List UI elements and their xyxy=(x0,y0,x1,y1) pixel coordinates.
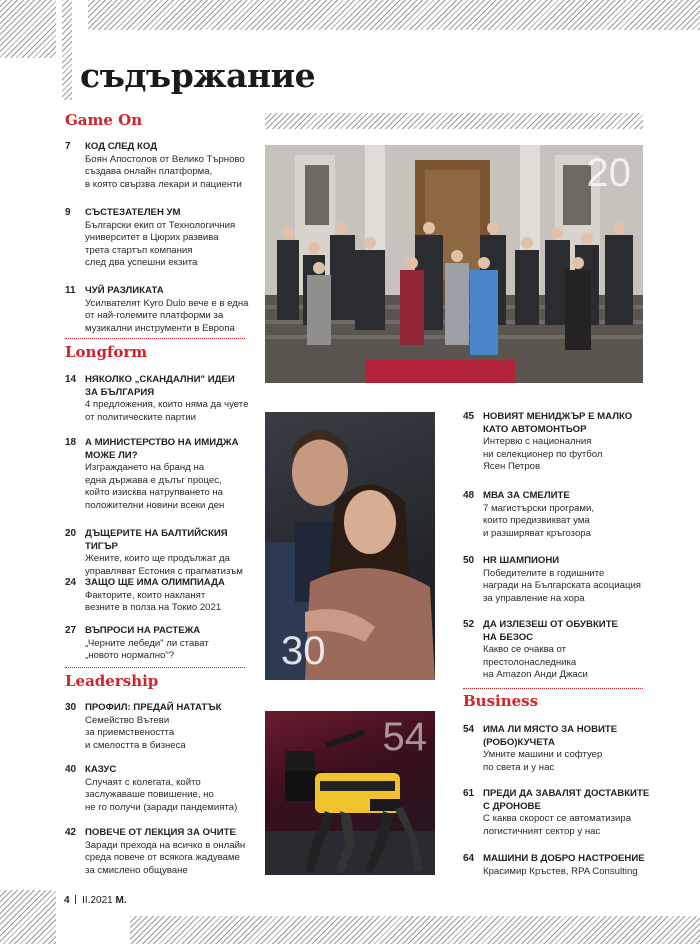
item-desc-line: С каква скорост се автоматизира xyxy=(483,813,632,825)
footer-issue: II.2021 xyxy=(82,895,113,906)
item-heading: ДЪЩЕРИТЕ НА БАЛТИЙСКИЯ ТИГЪР xyxy=(85,528,228,552)
toc-item-50[interactable] xyxy=(463,555,668,605)
item-heading-line2: КАТО АВТОМОНТЬОР xyxy=(483,423,587,435)
page-number: 14 xyxy=(65,374,77,385)
item-desc-line: положителни новини всеки ден xyxy=(85,499,225,511)
item-heading: МВА ЗА СМЕЛИТЕ xyxy=(483,490,570,501)
section-divider xyxy=(65,667,245,668)
item-heading: МАШИНИ В ДОБРО НАСТРОЕНИЕ xyxy=(483,853,645,864)
toc-item-11[interactable] xyxy=(65,285,255,335)
item-heading: ПОВЕЧЕ ОТ ЛЕКЦИЯ ЗА ОЧИТЕ xyxy=(85,827,236,838)
item-desc-line: „Черните лебеди" ли стават xyxy=(85,637,209,649)
page-number: 18 xyxy=(65,437,77,448)
item-desc-line: който изисква натрупването на xyxy=(85,487,223,499)
toc-item-61[interactable] xyxy=(463,788,673,838)
page-number: 42 xyxy=(65,827,77,838)
item-desc-line: Победителите в годишните xyxy=(483,567,605,579)
item-heading: А МИНИСТЕРСТВО НА ИМИДЖА xyxy=(85,437,239,448)
item-desc-line: Умните машини и софтуер xyxy=(483,749,603,761)
item-desc-line: създава онлайн платформа, xyxy=(85,166,213,178)
item-desc-line: музикални инструменти в Европа xyxy=(85,322,235,334)
page-number: 24 xyxy=(65,577,77,588)
item-desc-line: от най-големите платформи за xyxy=(85,310,224,322)
item-desc-line: за управление на хора xyxy=(483,592,585,604)
item-desc-line: награди на Българската асоциация xyxy=(483,580,642,592)
item-desc-line: по света и у нас xyxy=(483,761,555,773)
item-desc-line: които предизвикват ума xyxy=(483,515,590,527)
section-divider xyxy=(65,338,245,339)
photo-couple[interactable] xyxy=(265,412,435,680)
item-heading: ЧУЙ РАЗЛИКАТА xyxy=(85,285,164,296)
toc-item-20[interactable] xyxy=(65,528,260,578)
toc-item-7[interactable] xyxy=(65,141,255,191)
item-desc-line: за смислено общуване xyxy=(85,864,188,876)
item-desc-line: Изграждането на бранд на xyxy=(85,462,205,474)
item-desc-line: Какво се очаква от xyxy=(483,644,567,656)
toc-item-64[interactable] xyxy=(463,853,673,878)
item-desc-line: престолонаследника xyxy=(483,656,577,668)
item-desc-line: на Amazon Анди Джаси xyxy=(483,669,588,681)
section-game-on: Game On xyxy=(65,111,143,129)
item-heading-line2: ЗА БЪЛГАРИЯ xyxy=(85,386,155,398)
page-title: съдържание xyxy=(80,56,316,95)
item-desc-line: университет в Цюрих развива xyxy=(85,232,219,244)
item-desc-line: Факторите, които накланят xyxy=(85,589,206,601)
section-leadership: Leadership xyxy=(65,672,159,690)
toc-item-52[interactable] xyxy=(463,619,663,682)
page-number: 54 xyxy=(463,724,475,735)
item-desc-line: Заради прехода на всичко в онлайн xyxy=(85,839,246,851)
item-desc-line: трета стартъп компания xyxy=(85,244,193,256)
footer-divider xyxy=(75,895,76,904)
item-desc-line: Усилвателят Kyго Dulo вече е в една xyxy=(85,297,249,309)
decor-vertical-bar xyxy=(62,0,72,100)
item-desc-line: везните в полза на Токио 2021 xyxy=(85,602,222,614)
item-desc-line: Семейство Вътеви xyxy=(85,714,170,726)
toc-item-14[interactable] xyxy=(65,374,260,424)
item-heading: НОВИЯТ МЕНИДЖЪР Е МАЛКО xyxy=(483,411,633,422)
toc-item-42[interactable] xyxy=(65,827,265,877)
section-business: Business xyxy=(463,692,539,710)
item-desc-line: Боян Апостолов от Велико Търново xyxy=(85,153,245,165)
item-desc-line: ни селекционер по футбол xyxy=(483,448,603,460)
item-heading-line2: (РОБО)КУЧЕТА xyxy=(483,736,555,748)
page-number: 30 xyxy=(65,702,77,713)
photo-robot-dog[interactable] xyxy=(265,711,435,875)
toc-item-18[interactable] xyxy=(65,437,260,513)
page-number: 27 xyxy=(65,625,77,636)
item-desc-line: логистичният сектор у нас xyxy=(483,825,601,837)
item-desc-line: в която свързва лекари и пациенти xyxy=(85,178,242,190)
item-desc-line: и разширяват кръгозора xyxy=(483,527,591,539)
item-desc-line: 4 предложения, които няма да чуете xyxy=(85,399,249,411)
toc-item-48[interactable] xyxy=(463,490,663,540)
decor-hatch-bottom xyxy=(0,890,56,944)
photo-page-number: 54 xyxy=(382,715,427,759)
item-desc-line: от политическите партии xyxy=(85,411,196,423)
item-heading: ИМА ЛИ МЯСТО ЗА НОВИТЕ xyxy=(483,724,618,735)
section-divider xyxy=(463,688,643,689)
item-heading: КОД СЛЕД КОД xyxy=(85,141,158,152)
page-number: 64 xyxy=(463,853,475,864)
item-desc-line: за приемствеността xyxy=(85,727,175,739)
item-heading: ПРЕДИ ДА ЗАВАЛЯТ ДОСТАВКИТЕ xyxy=(483,788,650,799)
item-heading-line2: МОЖЕ ЛИ? xyxy=(85,449,138,461)
decor-hatch-top xyxy=(0,0,56,58)
decor-hatch-top-right xyxy=(88,0,700,30)
decor-hatch-strip xyxy=(265,113,643,129)
page-number: 61 xyxy=(463,788,475,799)
photo-group-estonia[interactable] xyxy=(265,145,643,383)
toc-item-54[interactable] xyxy=(463,724,663,774)
footer-page-number: 4 xyxy=(64,895,70,906)
item-desc-line: Ясен Петров xyxy=(483,461,541,473)
item-heading-line2: НА БЕЗОС xyxy=(483,631,534,643)
item-heading: ЗАЩО ЩЕ ИМА ОЛИМПИАДА xyxy=(85,577,225,588)
photo-page-number: 20 xyxy=(586,151,631,195)
item-desc-line: Интервю с националния xyxy=(483,436,592,448)
toc-item-30[interactable] xyxy=(65,702,260,752)
footer-logo: M. xyxy=(115,895,127,906)
page-number: 45 xyxy=(463,411,475,422)
toc-item-45[interactable] xyxy=(463,411,663,474)
photo-page-number: 30 xyxy=(281,629,326,673)
item-desc-line: среда повече от всякога жадуваме xyxy=(85,852,240,864)
toc-item-27[interactable] xyxy=(65,625,260,663)
page-number: 11 xyxy=(65,285,76,296)
item-heading: НЯКОЛКО „СКАНДАЛНИ" ИДЕИ xyxy=(85,374,235,385)
page-number: 50 xyxy=(463,555,475,566)
page-number: 52 xyxy=(463,619,475,630)
item-desc-line: Жените, които ще продължат да xyxy=(85,553,230,565)
toc-item-40[interactable] xyxy=(65,764,260,814)
item-desc-line: заслужаваше повишение, но xyxy=(85,789,214,801)
item-heading: ВЪПРОСИ НА РАСТЕЖА xyxy=(85,625,201,636)
item-desc-line: една държава е дълъг процес, xyxy=(85,474,222,486)
footer xyxy=(64,895,127,906)
item-heading: ДА ИЗЛЕЗЕШ ОТ ОБУВКИТЕ xyxy=(483,619,618,630)
page-number: 9 xyxy=(65,207,71,218)
item-heading: КАЗУС xyxy=(85,764,117,775)
item-desc-line: не го получи (заради пандемията) xyxy=(85,801,238,813)
page-number: 40 xyxy=(65,764,77,775)
page-number: 7 xyxy=(65,141,71,152)
item-desc-line: Красимир Кръстев, RPA Consulting xyxy=(483,865,638,877)
item-heading: HR ШАМПИОНИ xyxy=(483,555,560,566)
item-heading: СЪСТЕЗАТЕЛЕН УМ xyxy=(85,207,181,218)
item-desc-line: Български екип от Технологичния xyxy=(85,219,236,231)
decor-hatch-bottom-right xyxy=(130,916,700,944)
page-number: 48 xyxy=(463,490,475,501)
item-desc-line: Случаят с колегата, който xyxy=(85,776,201,788)
item-desc-line: „новото нормално"? xyxy=(85,650,175,662)
item-heading: ПРОФИЛ: ПРЕДАЙ НАТАТЪК xyxy=(85,702,222,713)
section-longform: Longform xyxy=(65,343,148,361)
toc-item-9[interactable] xyxy=(65,207,255,270)
item-desc-line: 7 магистърски програми, xyxy=(483,502,594,514)
item-desc-line: след два успешни екзита xyxy=(85,257,198,269)
item-desc-line: управляват Естония с прагматизъм xyxy=(85,565,243,577)
page-number: 20 xyxy=(65,528,77,539)
item-heading-line2: С ДРОНОВЕ xyxy=(483,800,541,812)
toc-item-24[interactable] xyxy=(65,577,260,615)
item-desc-line: и смелостта в бизнеса xyxy=(85,739,186,751)
